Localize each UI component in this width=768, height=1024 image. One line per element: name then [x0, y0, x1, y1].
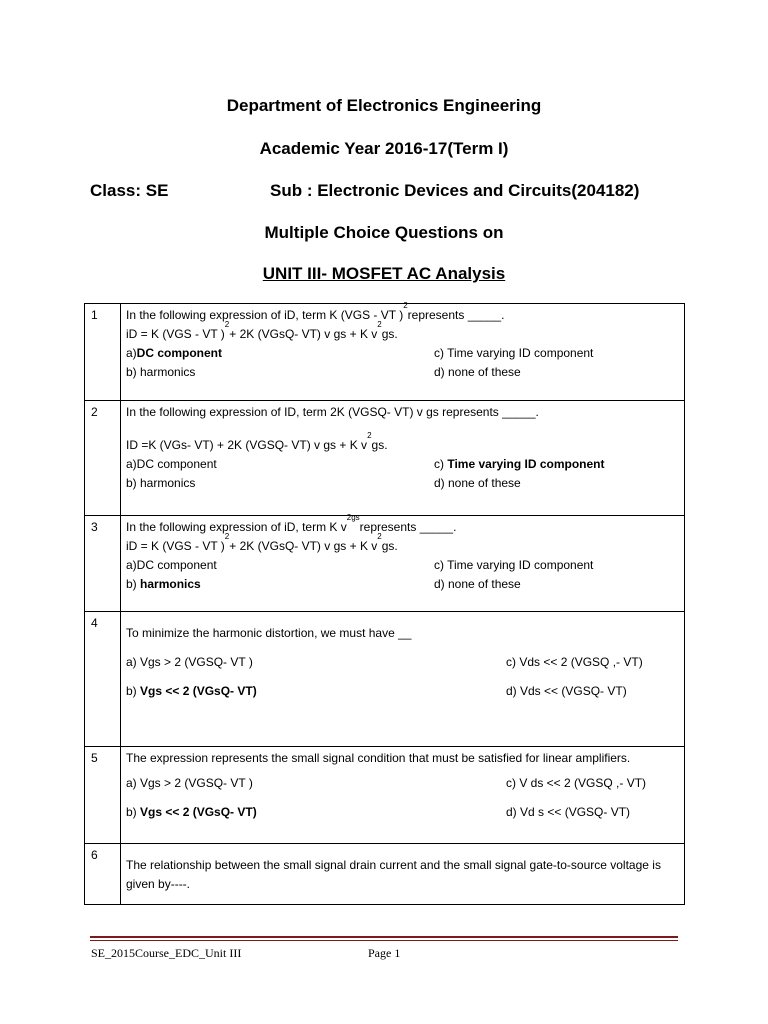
question-text-cont: given by----. — [126, 877, 191, 891]
equation: iD = K (VGS - VT ) 2 + 2K (VGsQ- VT) v gs + K v 2 gs. — [126, 320, 398, 341]
option-c: c) Time varying ID component — [434, 558, 594, 572]
option-d: d) none of these — [434, 476, 521, 490]
department-title: Department of Electronics Engineering — [226, 96, 542, 115]
question-cell — [121, 747, 685, 844]
equation: ID =K (VGs- VT) + 2K (VGSQ- VT) v gs + K v 2 gs. — [126, 431, 388, 452]
equation: iD = K (VGS - VT ) 2 + 2K (VGsQ- VT) v gs + K v 2 gs. — [126, 532, 398, 553]
question-cell — [121, 301, 685, 401]
subject-label: Sub : Electronic Devices and Circuits(204182) — [270, 181, 640, 200]
class-label: Class: SE — [90, 181, 169, 200]
option-c: c) Time varying ID component — [434, 346, 594, 360]
academic-year: Academic Year 2016-17(Term I) — [259, 139, 509, 158]
option-d: d) Vds << (VGSQ- VT) — [506, 684, 627, 698]
option-b: b) Vgs << 2 (VGsQ- VT) — [126, 684, 257, 698]
footer-page-number: Page 1 — [368, 946, 401, 960]
question-row — [85, 304, 685, 401]
question-number: 2 — [85, 401, 121, 516]
question-row — [85, 401, 685, 516]
option-b: b) Vgs << 2 (VGsQ- VT) — [126, 805, 257, 819]
option-c: c) Vds << 2 (VGSQ ,- VT) — [506, 655, 643, 669]
question-cell — [121, 844, 685, 905]
question-row — [85, 747, 685, 844]
option-c: c) Time varying ID component — [434, 457, 605, 471]
option-c: c) V ds << 2 (VGSQ ,- VT) — [506, 776, 647, 790]
question-cell — [121, 401, 685, 516]
question-text: The expression represents the small signal condition that must be satisfied for linear amplifiers. — [126, 751, 631, 765]
question-number: 1 — [85, 304, 121, 401]
option-d: d) none of these — [434, 365, 521, 379]
unit-title: UNIT III- MOSFET AC Analysis — [262, 264, 506, 283]
question-row — [85, 516, 685, 612]
question-row — [85, 844, 685, 905]
footer-course: SE_2015Course_EDC_Unit III — [91, 946, 242, 960]
footer-rule — [90, 936, 678, 938]
question-text: In the following expression of ID, term 2K (VGSQ- VT) v gs represents _____. — [126, 405, 539, 419]
question-text: The relationship between the small signal drain current and the small signal gate-to-source voltage is — [126, 858, 661, 872]
option-d: d) Vd s << (VGSQ- VT) — [506, 805, 631, 819]
option-a: a)DC component — [126, 346, 223, 360]
question-number: 4 — [85, 612, 121, 747]
question-text: In the following expression of iD, term K (VGS - VT ) 2 represents _____. — [126, 301, 505, 322]
option-b: b) harmonics — [126, 365, 196, 379]
option-d: d) none of these — [434, 577, 521, 591]
mcq-title: Multiple Choice Questions on — [264, 223, 504, 242]
option-b: b) harmonics — [126, 577, 201, 591]
question-row — [85, 612, 685, 747]
question-text: To minimize the harmonic distortion, we must have __ — [126, 626, 412, 640]
footer-rule-thin — [90, 940, 678, 941]
question-number: 6 — [85, 844, 121, 905]
question-cell — [121, 513, 685, 612]
option-a: a)DC component — [126, 558, 217, 572]
question-number: 3 — [85, 516, 121, 612]
question-number: 5 — [85, 747, 121, 844]
question-text: In the following expression of iD, term K v 2gs represents _____. — [126, 513, 457, 534]
questions-table — [84, 303, 685, 905]
option-a: a) Vgs > 2 (VGSQ- VT ) — [126, 776, 253, 790]
option-a: a)DC component — [126, 457, 217, 471]
option-b: b) harmonics — [126, 476, 196, 490]
question-cell — [121, 612, 685, 747]
option-a: a) Vgs > 2 (VGSQ- VT ) — [126, 655, 253, 669]
